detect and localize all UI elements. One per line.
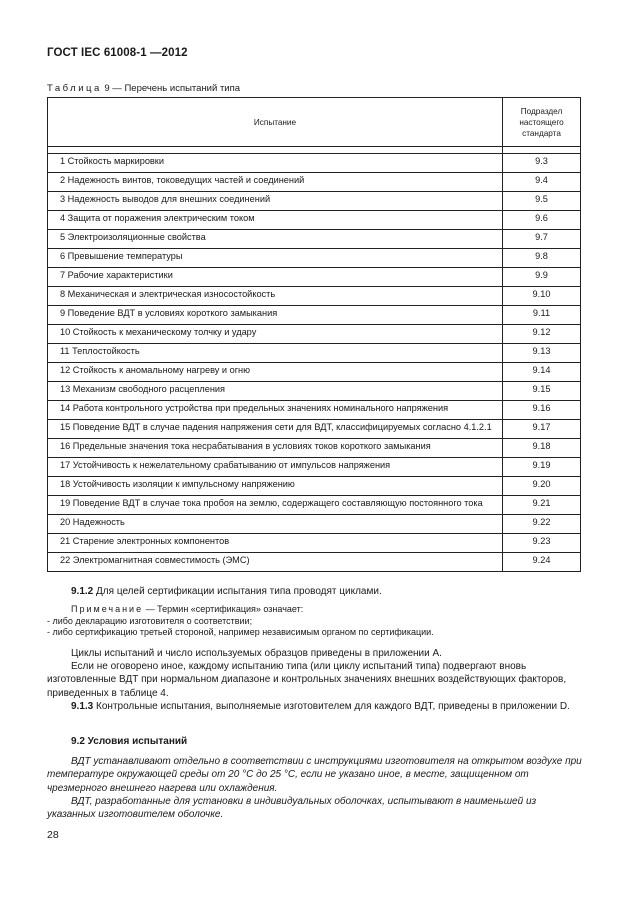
note-title: — Термин «сертификация» означает: bbox=[143, 604, 304, 614]
table-row bbox=[48, 553, 581, 572]
table-caption bbox=[47, 83, 240, 94]
column-header-test: Испытание bbox=[48, 98, 503, 147]
test-name-cell: 4 Защита от поражения электрическим током bbox=[48, 211, 503, 230]
table-row bbox=[48, 287, 581, 306]
clause-number-9-1-2: 9.1.2 bbox=[71, 586, 94, 597]
table-row bbox=[48, 211, 581, 230]
section-ref-cell: 9.18 bbox=[503, 439, 581, 458]
section-ref-cell: 9.20 bbox=[503, 477, 581, 496]
column-header-section: Подраздел настоящего стандарта bbox=[503, 98, 581, 147]
table-caption-word: Таблица bbox=[47, 83, 102, 94]
paragraph-cycles: Циклы испытаний и число используемых образцов приведены в приложении А. bbox=[71, 648, 442, 659]
paragraph-9-2-a: ВДТ устанавливают отдельно в соответствии с инструкциями изготовителя на открытом воздухе при температуре окружающей среды от 20 °С до 25 °С, если не указано иное, в месте, защищенном от чрезмерного внешнего нагрева или охлаждения. bbox=[47, 756, 582, 794]
test-name-cell: 1 Стойкость маркировки bbox=[48, 154, 503, 173]
paragraph-9-2-b: ВДТ, разработанные для установки в индивидуальных оболочках, испытывают в наименьшей из указанных изготовителем оболочке. bbox=[47, 795, 537, 821]
section-heading-9-2: 9.2 Условия испытаний bbox=[71, 736, 188, 747]
section-ref-cell: 9.12 bbox=[503, 325, 581, 344]
page-number: 28 bbox=[47, 829, 59, 841]
section-ref-cell: 9.3 bbox=[503, 154, 581, 173]
test-name-cell: 7 Рабочие характеристики bbox=[48, 268, 503, 287]
section-ref-cell: 9.7 bbox=[503, 230, 581, 249]
test-name-cell: 18 Устойчивость изоляции к импульсному напряжению bbox=[48, 477, 503, 496]
section-ref-cell: 9.19 bbox=[503, 458, 581, 477]
note-item-1: - либо декларацию изготовителя о соответствии; bbox=[47, 615, 253, 626]
table-row bbox=[48, 401, 581, 420]
section-ref-cell: 9.15 bbox=[503, 382, 581, 401]
table-caption-title: 9 — Перечень испытаний типа bbox=[101, 83, 241, 94]
test-name-cell: 11 Теплостойкость bbox=[48, 344, 503, 363]
table-row bbox=[48, 173, 581, 192]
test-name-cell: 17 Устойчивость к нежелательному срабатыванию от импульсов напряжения bbox=[48, 458, 503, 477]
test-name-cell: 3 Надежность выводов для внешних соединений bbox=[48, 192, 503, 211]
table-row bbox=[48, 192, 581, 211]
table-row bbox=[48, 477, 581, 496]
table-row bbox=[48, 344, 581, 363]
paragraph-unless: Если не оговорено иное, каждому испытанию типа (или циклу испытаний типа) подвергают вновь изготовленные ВДТ при нормальном диапазоне и контрольных значениях внешних воздействующих факторов, приведенных в таблице 4. bbox=[47, 661, 567, 699]
table-spacer-row bbox=[48, 147, 581, 154]
table-row bbox=[48, 382, 581, 401]
section-9-1-2 bbox=[47, 585, 583, 598]
test-name-cell: 13 Механизм свободного расцепления bbox=[48, 382, 503, 401]
table-row bbox=[48, 154, 581, 173]
page-header: ГОСТ IEC 61008-1 —2012 bbox=[47, 47, 188, 59]
table-row bbox=[48, 515, 581, 534]
clause-text-9-1-3: Контрольные испытания, выполняемые изготовителем для каждого ВДТ, приведены в приложении D. bbox=[93, 700, 570, 712]
section-ref-cell: 9.14 bbox=[503, 363, 581, 382]
test-name-cell: 2 Надежность винтов, токоведущих частей и соединений bbox=[48, 173, 503, 192]
section-ref-cell: 9.24 bbox=[503, 553, 581, 572]
test-name-cell: 9 Поведение ВДТ в условиях короткого замыкания bbox=[48, 306, 503, 325]
note-item-2: - либо сертификацию третьей стороной, например независимым органом по сертификации. bbox=[47, 627, 434, 638]
paragraph-block bbox=[47, 647, 583, 713]
section-ref-cell: 9.22 bbox=[503, 515, 581, 534]
test-name-cell: 14 Работа контрольного устройства при предельных значениях номинального напряжения bbox=[48, 401, 503, 420]
section-ref-cell: 9.11 bbox=[503, 306, 581, 325]
table-row bbox=[48, 363, 581, 382]
table-row bbox=[48, 439, 581, 458]
section-9-2 bbox=[47, 735, 583, 821]
note-word: Примечание bbox=[71, 604, 144, 614]
table-row bbox=[48, 268, 581, 287]
test-name-cell: 10 Стойкость к механическому толчку и удару bbox=[48, 325, 503, 344]
table-row bbox=[48, 496, 581, 515]
section-ref-cell: 9.13 bbox=[503, 344, 581, 363]
section-ref-cell: 9.23 bbox=[503, 534, 581, 553]
clause-number-9-1-3: 9.1.3 bbox=[71, 700, 94, 712]
section-ref-cell: 9.16 bbox=[503, 401, 581, 420]
table-row bbox=[48, 420, 581, 439]
test-name-cell: 20 Надежность bbox=[48, 515, 503, 534]
test-name-cell: 16 Предельные значения тока несрабатывания в условиях токов короткого замыкания bbox=[48, 439, 503, 458]
section-ref-cell: 9.10 bbox=[503, 287, 581, 306]
section-ref-cell: 9.5 bbox=[503, 192, 581, 211]
section-ref-cell: 9.8 bbox=[503, 249, 581, 268]
test-name-cell: 5 Электроизоляционные свойства bbox=[48, 230, 503, 249]
test-name-cell: 15 Поведение ВДТ в случае падения напряжения сети для ВДТ, классифицируемых согласно 4.1.2.1 bbox=[48, 420, 503, 439]
test-name-cell: 22 Электромагнитная совместимость (ЭМС) bbox=[48, 553, 503, 572]
test-name-cell: 21 Старение электронных компонентов bbox=[48, 534, 503, 553]
test-types-table bbox=[47, 97, 581, 572]
section-ref-cell: 9.17 bbox=[503, 420, 581, 439]
table-row bbox=[48, 249, 581, 268]
test-name-cell: 12 Стойкость к аномальному нагреву и огню bbox=[48, 363, 503, 382]
section-ref-cell: 9.4 bbox=[503, 173, 581, 192]
table-row bbox=[48, 306, 581, 325]
clause-text-9-1-2: Для целей сертификации испытания типа проводят циклами. bbox=[93, 586, 382, 597]
test-name-cell: 8 Механическая и электрическая износостойкость bbox=[48, 287, 503, 306]
table-row bbox=[48, 534, 581, 553]
section-ref-cell: 9.6 bbox=[503, 211, 581, 230]
test-name-cell: 19 Поведение ВДТ в случае тока пробоя на землю, содержащего составляющую постоянного тока bbox=[48, 496, 503, 515]
table-row bbox=[48, 230, 581, 249]
test-name-cell: 6 Превышение температуры bbox=[48, 249, 503, 268]
note-block bbox=[47, 604, 583, 639]
section-ref-cell: 9.9 bbox=[503, 268, 581, 287]
table-row bbox=[48, 325, 581, 344]
table-row bbox=[48, 458, 581, 477]
section-ref-cell: 9.21 bbox=[503, 496, 581, 515]
